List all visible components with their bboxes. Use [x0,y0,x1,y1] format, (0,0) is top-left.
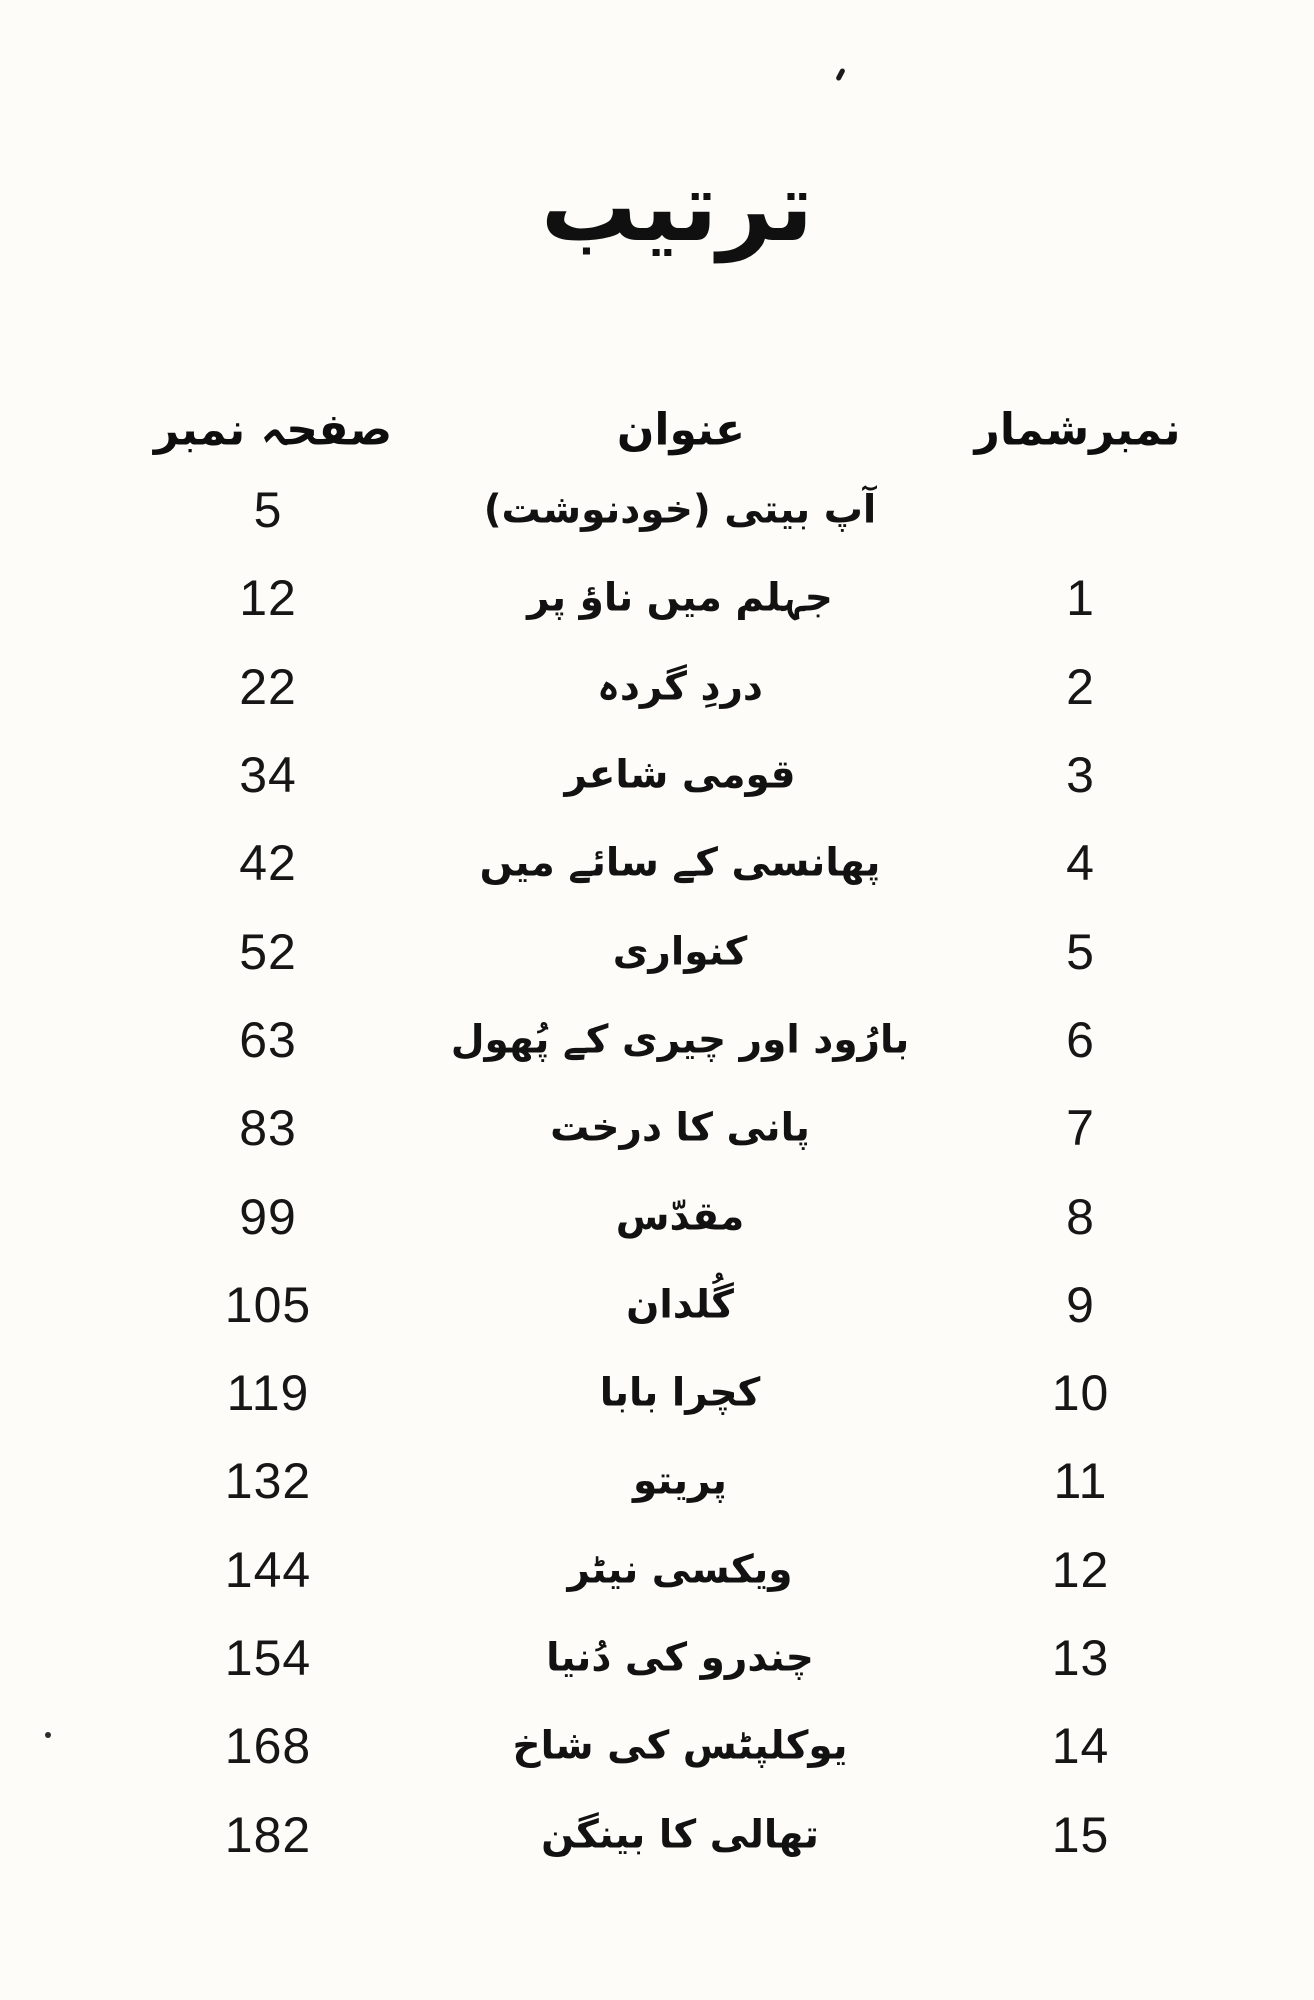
serial-number-cell: 9 [1066,1276,1095,1333]
page-title: ترتیب [540,151,814,263]
chapter-title-cell: پھانسی کے سائے میں [479,840,881,886]
page-number-cell: 12 [239,570,297,627]
chapter-title-cell: دردِ گردہ [597,664,763,710]
serial-number-cell: 15 [1051,1806,1110,1863]
toc-row [0,1526,1314,1614]
toc-rows-container [0,466,1314,1879]
serial-number-cell: 11 [1053,1453,1108,1510]
chapter-title-cell: مقدّس [615,1194,745,1240]
page-number-cell: 99 [239,1188,297,1245]
serial-number-cell: 3 [1066,747,1095,804]
page-number-cell: 132 [224,1453,312,1510]
serial-number-cell: 12 [1051,1541,1110,1598]
toc-row [0,1790,1314,1878]
toc-row [0,1437,1314,1525]
chapter-title-cell: چندرو کی دُنیا [546,1635,814,1681]
toc-row [0,1172,1314,1260]
serial-number-cell: 1 [1066,570,1095,627]
column-header-title: عنوان [616,404,746,456]
serial-number-cell: 6 [1066,1011,1095,1068]
toc-row [0,554,1314,642]
chapter-title-cell: یوکلپٹس کی شاخ [512,1723,848,1769]
chapter-title-cell: پریتو [633,1458,727,1504]
table-header-row [0,388,1314,472]
scan-speck-mark [835,68,846,82]
serial-number-cell: 10 [1051,1365,1110,1422]
serial-number-cell: 2 [1066,658,1095,715]
chapter-title-cell: پانی کا درخت [550,1105,810,1151]
chapter-title-cell: بارُود اور چیری کے پُھول [450,1017,910,1063]
page-number-cell: 52 [239,923,297,980]
serial-number-cell: 8 [1066,1188,1095,1245]
chapter-title-cell: جہلم میں ناؤ پر [527,575,833,621]
page-number-cell: 144 [224,1541,312,1598]
toc-row [0,1349,1314,1437]
chapter-title-cell: گُلدان [626,1282,734,1328]
page-number-cell: 168 [224,1718,312,1775]
page-number-cell: 5 [253,482,283,539]
page-number-cell: 63 [239,1011,297,1068]
toc-row [0,819,1314,907]
chapter-title-cell: کنواری [612,929,748,975]
chapter-title-cell: تھالی کا بینگن [541,1812,819,1858]
serial-number-cell: 4 [1066,835,1095,892]
page-number-cell: 42 [239,835,297,892]
serial-number-cell: 13 [1051,1630,1110,1686]
chapter-title-cell: قومی شاعر [564,752,796,798]
toc-row [0,1614,1314,1702]
page-number-cell: 83 [239,1100,297,1157]
serial-number-cell: 14 [1051,1718,1110,1775]
chapter-title-cell: ویکسی نیٹر [567,1547,793,1593]
page-number-cell: 22 [239,658,297,715]
column-header-serial-number: نمبرشمار [974,404,1181,456]
toc-row [0,466,1314,554]
column-header-page-number: صفحہ نمبر [153,404,393,456]
toc-row [0,1261,1314,1349]
page-number-cell: 34 [239,747,297,804]
page-number-cell: 105 [224,1276,312,1333]
toc-row [0,643,1314,731]
serial-number-cell: 5 [1066,923,1095,980]
toc-row [0,907,1314,995]
toc-row [0,731,1314,819]
toc-row [0,1084,1314,1172]
chapter-title-cell: کچرا بابا [599,1370,761,1416]
page-number-cell: 119 [226,1365,310,1422]
toc-row [0,996,1314,1084]
chapter-title-cell: آپ بیتی (خودنوشت) [483,487,877,533]
serial-number-cell: 7 [1066,1100,1095,1157]
page-number-cell: 182 [224,1806,312,1863]
toc-row [0,1702,1314,1790]
page-number-cell: 154 [224,1630,312,1686]
